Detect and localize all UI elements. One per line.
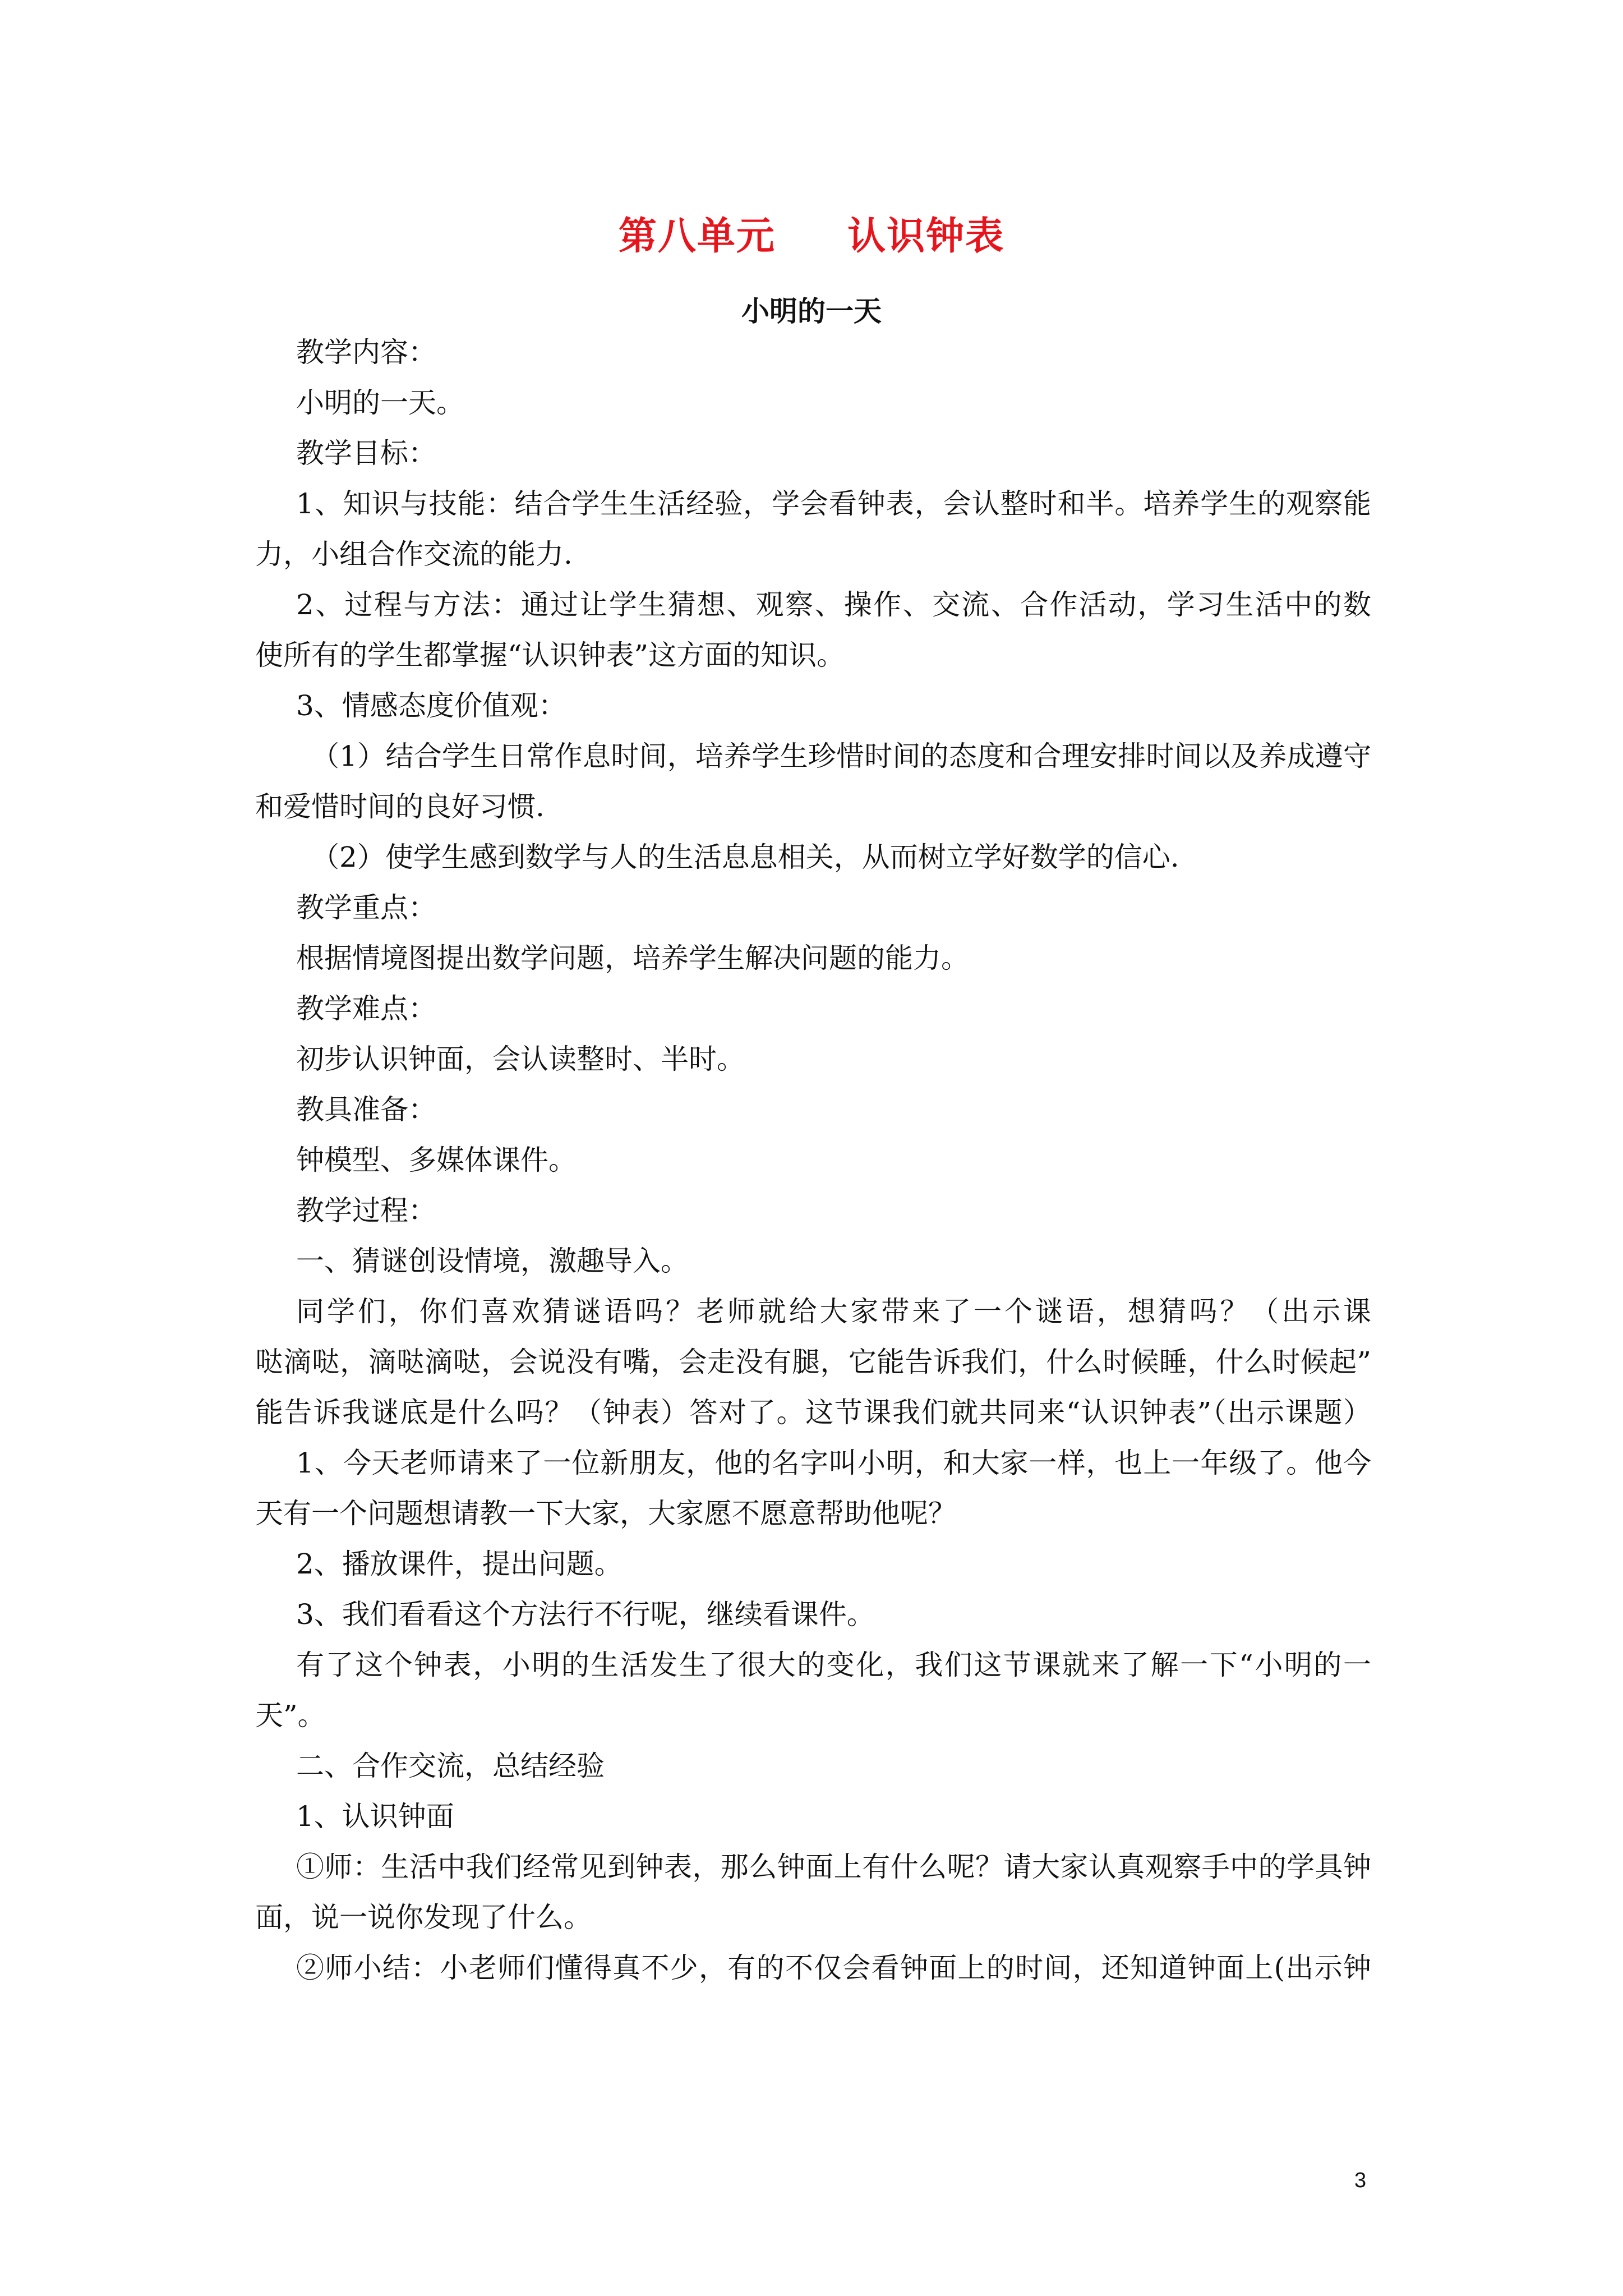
paragraph-line: 1、认识钟面: [296, 1800, 454, 1833]
paragraph-line: 能告诉我谜底是什么吗？（钟表）答对了。这节课我们就共同来“认识钟表”（出示课题）: [255, 1396, 1371, 1429]
section-heading-process: 教学过程：: [296, 1194, 436, 1227]
paragraph-line: 使所有的学生都掌握“认识钟表”这方面的知识。: [255, 639, 845, 671]
paragraph-line: 钟模型、多媒体课件。: [296, 1144, 577, 1176]
paragraph-line: （1）结合学生日常作息时间，培养学生珍惜时间的态度和合理安排时间以及养成遵守: [311, 740, 1371, 772]
paragraph-line: 有了这个钟表，小明的生活发生了很大的变化，我们这节课就来了解一下“小明的一: [296, 1649, 1371, 1681]
lesson-subtitle: 小明的一天: [741, 295, 882, 328]
paragraph-line: 力，小组合作交流的能力.: [255, 538, 573, 570]
paragraph-line: 1、知识与技能：结合学生生活经验，学会看钟表，会认整时和半。培养学生的观察能: [296, 487, 1371, 520]
section-heading-keypoints: 教学重点：: [296, 891, 436, 924]
section-heading-content: 教学内容：: [296, 336, 436, 369]
paragraph-line: 初步认识钟面，会认读整时、半时。: [296, 1043, 745, 1075]
paragraph-line: ②师小结：小老师们懂得真不少，有的不仅会看钟面上的时间，还知道钟面上(出示钟: [296, 1952, 1371, 1984]
page-number: 3: [1354, 2169, 1367, 2192]
paragraph-line: ①师：生活中我们经常见到钟表，那么钟面上有什么呢？请大家认真观察手中的学具钟: [296, 1851, 1371, 1883]
paragraph-line: 天”。: [255, 1699, 326, 1732]
paragraph-line: 2、播放课件，提出问题。: [296, 1548, 623, 1580]
paragraph-line: 同学们，你们喜欢猜谜语吗？老师就给大家带来了一个谜语，想猜吗？（出示课: [296, 1295, 1371, 1328]
paragraph-line: 一、猜谜创设情境，激趣导入。: [296, 1245, 689, 1277]
paragraph-line: 和爱惜时间的良好习惯.: [255, 790, 545, 823]
paragraph-line: 根据情境图提出数学问题，培养学生解决问题的能力。: [296, 942, 969, 974]
paragraph-line: 1、今天老师请来了一位新朋友，他的名字叫小明，和大家一样，也上一年级了。他今: [296, 1447, 1371, 1479]
paragraph-line: 3、情感态度价值观：: [296, 689, 566, 722]
paragraph-line: 哒滴哒，滴哒滴哒，会说没有嘴，会走没有腿，它能告诉我们，什么时候睡，什么时候起”: [255, 1346, 1371, 1378]
paragraph-line: 3、我们看看这个方法行不行呢，继续看课件。: [296, 1598, 875, 1631]
section-heading-materials: 教具准备：: [296, 1093, 436, 1126]
page-title: 第八单元 认识钟表: [618, 214, 1005, 259]
section-heading-objectives: 教学目标：: [296, 437, 436, 470]
paragraph-line: （2）使学生感到数学与人的生活息息相关，从而树立学好数学的信心.: [311, 841, 1179, 873]
paragraph-line: 二、合作交流，总结经验: [296, 1750, 605, 1782]
paragraph-line: 小明的一天。: [296, 386, 464, 419]
paragraph-line: 天有一个问题想请教一下大家，大家愿不愿意帮助他呢？: [255, 1497, 956, 1530]
section-heading-difficulties: 教学难点：: [296, 992, 436, 1025]
paragraph-line: 2、过程与方法：通过让学生猜想、观察、操作、交流、合作活动，学习生活中的数: [296, 588, 1371, 621]
paragraph-line: 面，说一说你发现了什么。: [255, 1901, 592, 1934]
